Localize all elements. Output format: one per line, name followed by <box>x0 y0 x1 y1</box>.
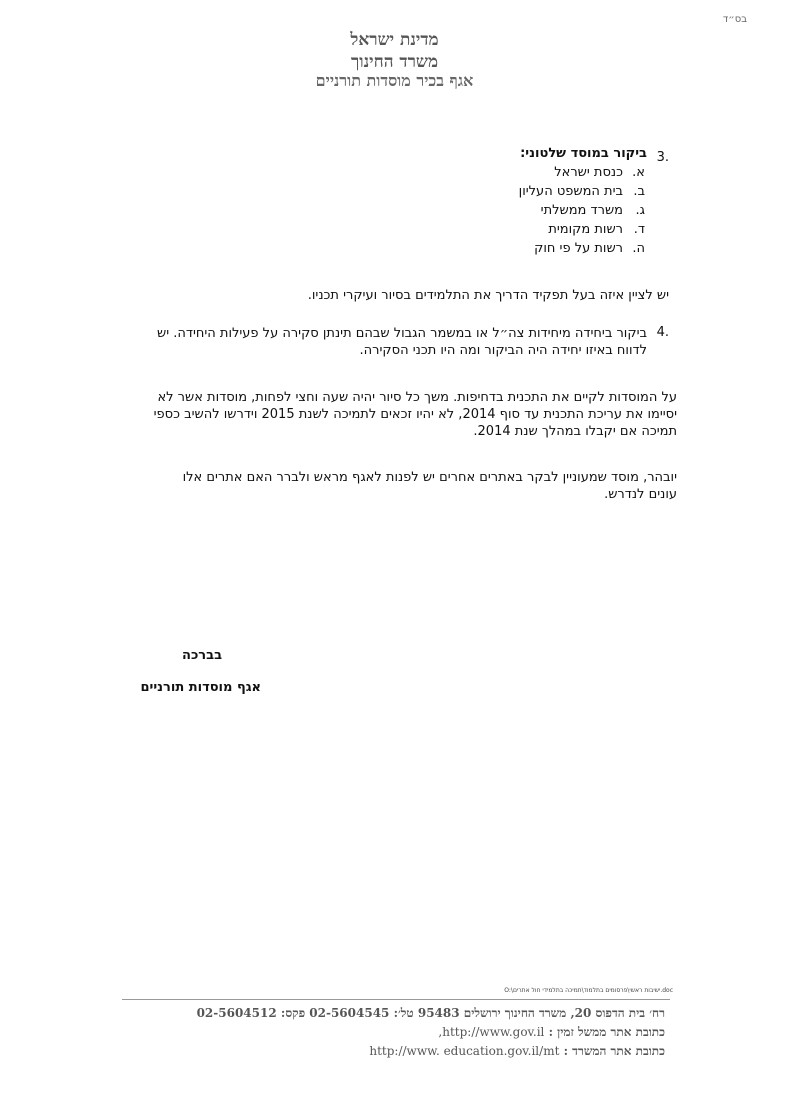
ministry-site-link[interactable]: http://www. education.gov.il/mt <box>369 1044 560 1058</box>
section-3-number: 3. <box>656 150 669 165</box>
paragraph-2-line-1: יובהר, מוסד שמעוניין לבקר באתרים אחרים יש לפנות לאגף מראש ולברר האם אתרים אלו <box>182 470 677 485</box>
paragraph-1-line-1: על המוסדות לקיים את התכנית בדחיפות. משך כל סיור יהיה שעה וחצי לפחות, מוסדות אשר לא <box>157 390 677 405</box>
file-path: O:\ישיבות ראשי\פרסומים בתלמוד\תמיכה בתלמידי חול אתרים.doc <box>504 987 673 994</box>
list-item: ד.רשות מקומית <box>548 222 645 237</box>
gov-site-label: כתובת אתר ממשל זמין : <box>548 1025 665 1039</box>
header-ministry: משרד החינוך <box>350 52 439 72</box>
section-4-line-1: ביקור ביחידה מיחידות צה״ל או במשמר הגבול שבהם תינתן סקירה על פעילות היחידה. יש <box>157 326 647 341</box>
ministry-site-label: כתובת אתר המשרד : <box>563 1044 665 1058</box>
list-item: ג.משרד ממשלתי <box>540 203 645 218</box>
footer-ministry-site <box>369 1044 665 1059</box>
header-department: אגף בכיר מוסדות תורניים <box>315 71 474 90</box>
header-state: מדינת ישראל <box>350 30 439 50</box>
guide-note: יש לציין איזה בעל תפקיד הדריך את התלמידים בסיור ועיקרי תכניו. <box>307 288 669 303</box>
section-4-line-2: לדווח באיזו יחידה היה הביקור ומה היו תכני הסקירה. <box>359 343 647 358</box>
footer-divider <box>122 999 670 1000</box>
paragraph-2-line-2: עונים לנדרש. <box>604 487 677 502</box>
footer-address: רח׳ בית הדפוס 20, משרד החינוך ירושלים 95483 טל׳: 02-5604545 פקס: 02-5604512 <box>196 1006 665 1020</box>
paragraph-1-line-3: תמיכה אם יקבלו במהלך שנת 2014. <box>473 424 677 439</box>
list-item: א.כנסת ישראל <box>554 165 645 180</box>
list-item: ב.בית המשפט העליון <box>518 184 645 199</box>
gov-site-link[interactable]: http://www.gov.il, <box>438 1025 545 1039</box>
footer-gov-site <box>438 1025 665 1040</box>
paragraph-1-line-2: יסיימו את עריכת התכנית עד סוף 2014, לא יהיו זכאים לתמיכה לשנת 2015 וידרשו להשיב כספי <box>153 407 677 422</box>
bsd-mark: בס״ד <box>722 14 747 25</box>
signature-department: אגף מוסדות תורניים <box>140 680 261 695</box>
section-3-title: ביקור במוסד שלטוני: <box>520 146 647 161</box>
section-4-number: 4. <box>656 325 669 340</box>
list-item: ה.רשות על פי חוק <box>534 241 645 256</box>
signature-greeting: בברכה <box>182 648 222 663</box>
